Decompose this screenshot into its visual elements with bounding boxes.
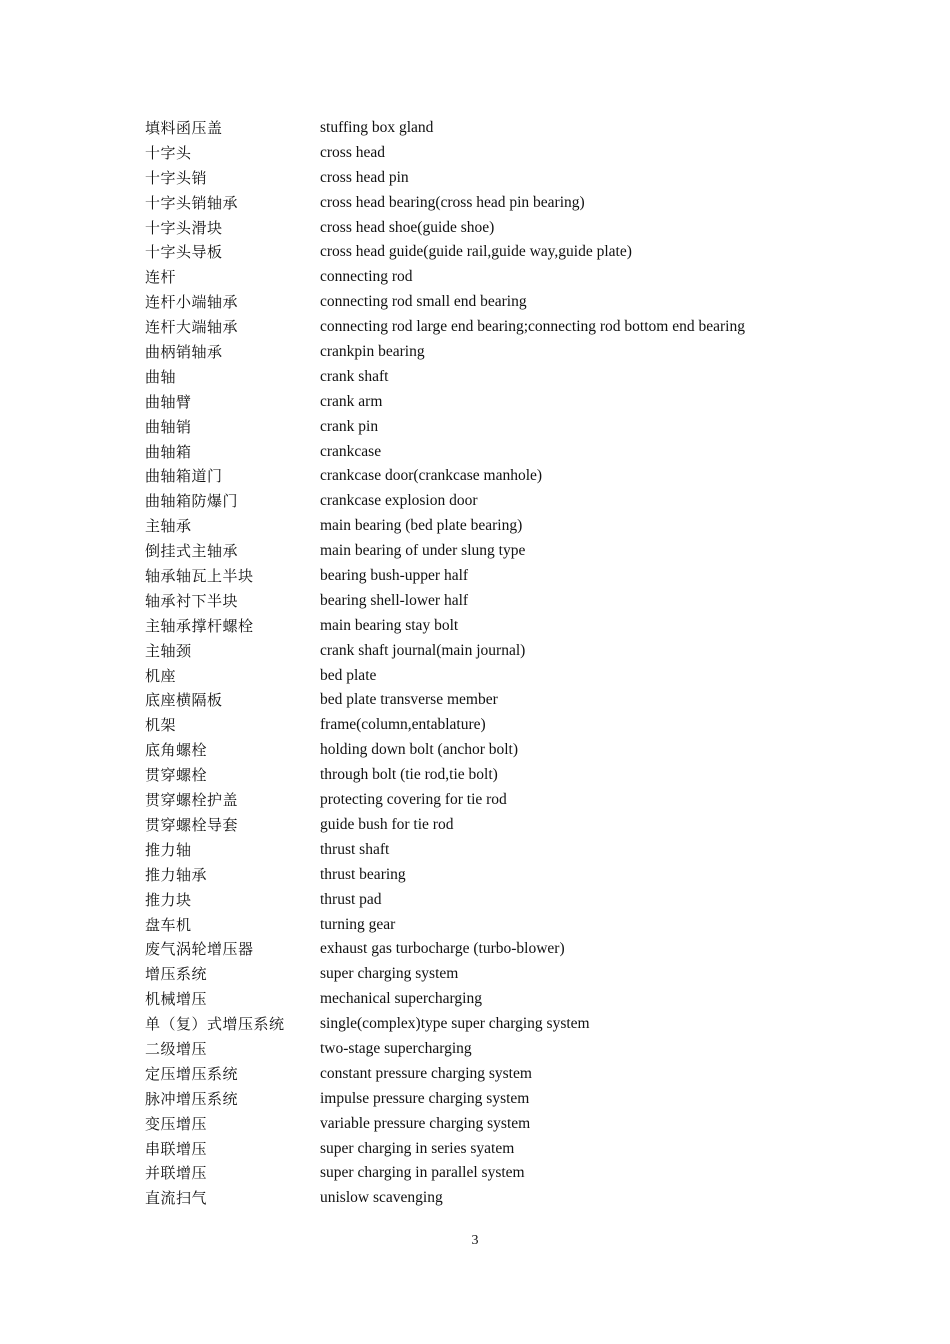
term-english: impulse pressure charging system: [320, 1089, 530, 1107]
term-chinese: 贯穿螺栓: [145, 766, 208, 785]
term-chinese: 推力块: [145, 890, 192, 909]
glossary-row: [145, 365, 845, 390]
term-chinese: 盘车机: [145, 915, 192, 934]
term-chinese: 十字头: [145, 143, 192, 162]
term-english: mechanical supercharging: [320, 990, 482, 1008]
term-chinese: 十字头销轴承: [145, 193, 239, 212]
glossary-row: [145, 440, 845, 465]
glossary-row: [145, 240, 845, 265]
glossary-row: [145, 216, 845, 241]
term-chinese: 连杆: [145, 268, 177, 287]
term-chinese: 填料函压盖: [145, 119, 223, 137]
glossary-row: [145, 1186, 845, 1211]
glossary-row: [145, 987, 845, 1012]
term-english: super charging system: [320, 965, 459, 983]
term-chinese: 推力轴承: [145, 865, 208, 884]
term-chinese: 主轴承撑杆螺栓: [145, 616, 254, 635]
term-english: thrust bearing: [320, 865, 406, 883]
glossary-row: [145, 863, 845, 888]
term-chinese: 主轴颈: [145, 641, 192, 660]
glossary-row: [145, 166, 845, 191]
term-chinese: 并联增压: [145, 1164, 208, 1183]
glossary-row: [145, 141, 845, 166]
term-english: main bearing (bed plate bearing): [320, 517, 523, 535]
glossary-row: [145, 913, 845, 938]
glossary-row: [145, 265, 845, 290]
term-chinese: 十字头滑块: [145, 218, 223, 237]
term-chinese: 轴承轴瓦上半块: [145, 567, 254, 586]
glossary-list: [145, 116, 845, 1211]
page-number: 3: [471, 1233, 479, 1248]
term-chinese: 主轴承: [145, 517, 192, 536]
term-chinese: 推力轴: [145, 840, 192, 859]
term-chinese: 连杆大端轴承: [145, 318, 239, 337]
term-english: crank pin: [320, 417, 379, 435]
term-english: bed plate: [320, 666, 377, 684]
term-english: cross head pin: [320, 168, 409, 186]
glossary-row: [145, 614, 845, 639]
glossary-row: [145, 539, 845, 564]
glossary-row: [145, 315, 845, 340]
term-chinese: 连杆小端轴承: [145, 293, 239, 312]
term-chinese: 底座横隔板: [145, 691, 223, 710]
glossary-row: [145, 838, 845, 863]
term-english: crankpin bearing: [320, 343, 425, 361]
term-english: through bolt (tie rod,tie bolt): [320, 766, 498, 784]
glossary-row: [145, 962, 845, 987]
term-english: bearing shell-lower half: [320, 591, 469, 609]
term-chinese: 单（复）式增压系统: [145, 1015, 285, 1034]
glossary-row: [145, 191, 845, 216]
term-english: cross head guide(guide rail,guide way,guide plate): [320, 243, 632, 261]
term-chinese: 机架: [145, 716, 177, 735]
glossary-row: [145, 564, 845, 589]
term-chinese: 二级增压: [145, 1039, 208, 1058]
term-english: crank arm: [320, 392, 383, 410]
term-english: crankcase door(crankcase manhole): [320, 467, 543, 485]
term-chinese: 倒挂式主轴承: [145, 542, 239, 561]
glossary-row: [145, 390, 845, 415]
term-english: crank shaft journal(main journal): [320, 641, 526, 659]
term-chinese: 十字头导板: [145, 243, 223, 262]
term-english: thrust shaft: [320, 840, 390, 858]
term-english: bed plate transverse member: [320, 691, 498, 709]
term-chinese: 十字头销: [145, 168, 208, 187]
glossary-row: [145, 340, 845, 365]
term-english: connecting rod small end bearing: [320, 293, 527, 311]
term-chinese: 贯穿螺栓护盖: [145, 791, 239, 810]
term-english: crank shaft: [320, 367, 389, 385]
glossary-row: [145, 1012, 845, 1037]
term-chinese: 曲轴臂: [145, 392, 192, 411]
glossary-row: [145, 888, 845, 913]
term-chinese: 废气涡轮增压器: [145, 940, 254, 959]
glossary-row: [145, 639, 845, 664]
glossary-row: [145, 738, 845, 763]
glossary-row: [145, 116, 845, 141]
glossary-row: [145, 415, 845, 440]
term-chinese: 机座: [145, 666, 177, 685]
term-chinese: 曲轴箱防爆门: [145, 492, 239, 511]
glossary-row: [145, 1062, 845, 1087]
glossary-row: [145, 1112, 845, 1137]
term-english: constant pressure charging system: [320, 1064, 532, 1082]
term-english: thrust pad: [320, 890, 382, 908]
term-english: guide bush for tie rod: [320, 815, 454, 833]
term-english: unislow scavenging: [320, 1189, 443, 1207]
glossary-row: [145, 489, 845, 514]
term-chinese: 变压增压: [145, 1114, 208, 1133]
glossary-row: [145, 788, 845, 813]
term-chinese: 曲轴箱道门: [145, 467, 223, 486]
term-chinese: 直流扫气: [145, 1189, 208, 1208]
glossary-row: [145, 1037, 845, 1062]
term-chinese: 轴承衬下半块: [145, 591, 239, 610]
term-english: turning gear: [320, 915, 396, 933]
term-english: cross head: [320, 143, 385, 161]
term-chinese: 曲轴: [145, 367, 177, 386]
term-chinese: 曲轴销: [145, 417, 192, 436]
glossary-row: [145, 937, 845, 962]
glossary-row: [145, 514, 845, 539]
glossary-row: [145, 763, 845, 788]
glossary-row: [145, 713, 845, 738]
glossary-row: [145, 664, 845, 689]
term-english: crankcase: [320, 442, 382, 460]
glossary-row: [145, 1087, 845, 1112]
term-chinese: 脉冲增压系统: [145, 1089, 239, 1108]
term-english: super charging in series syatem: [320, 1139, 515, 1157]
term-english: cross head bearing(cross head pin bearing): [320, 193, 585, 211]
glossary-row: [145, 813, 845, 838]
term-english: variable pressure charging system: [320, 1114, 531, 1132]
term-chinese: 曲轴箱: [145, 442, 192, 461]
glossary-row: [145, 688, 845, 713]
glossary-row: [145, 290, 845, 315]
term-english: connecting rod large end bearing;connecting rod bottom end bearing: [320, 318, 745, 336]
term-chinese: 增压系统: [145, 965, 208, 984]
term-chinese: 曲柄销轴承: [145, 343, 223, 362]
glossary-row: [145, 589, 845, 614]
term-chinese: 底角螺栓: [145, 741, 208, 760]
term-english: crankcase explosion door: [320, 492, 478, 510]
glossary-row: [145, 1137, 845, 1162]
term-english: super charging in parallel system: [320, 1164, 525, 1182]
term-chinese: 串联增压: [145, 1139, 208, 1158]
glossary-row: [145, 464, 845, 489]
term-english: single(complex)type super charging system: [320, 1015, 590, 1033]
term-english: main bearing stay bolt: [320, 616, 459, 634]
term-english: two-stage supercharging: [320, 1039, 472, 1057]
term-chinese: 贯穿螺栓导套: [145, 815, 239, 834]
term-chinese: 机械增压: [145, 990, 208, 1009]
term-english: protecting covering for tie rod: [320, 791, 507, 809]
term-english: cross head shoe(guide shoe): [320, 218, 495, 236]
term-english: frame(column,entablature): [320, 716, 486, 734]
term-english: holding down bolt (anchor bolt): [320, 741, 519, 759]
term-english: bearing bush-upper half: [320, 567, 469, 585]
term-chinese: 定压增压系统: [145, 1064, 239, 1083]
term-english: exhaust gas turbocharge (turbo-blower): [320, 940, 565, 958]
term-english: stuffing box gland: [320, 119, 434, 136]
term-english: connecting rod: [320, 268, 413, 286]
glossary-row: [145, 1161, 845, 1186]
term-english: main bearing of under slung type: [320, 542, 526, 560]
